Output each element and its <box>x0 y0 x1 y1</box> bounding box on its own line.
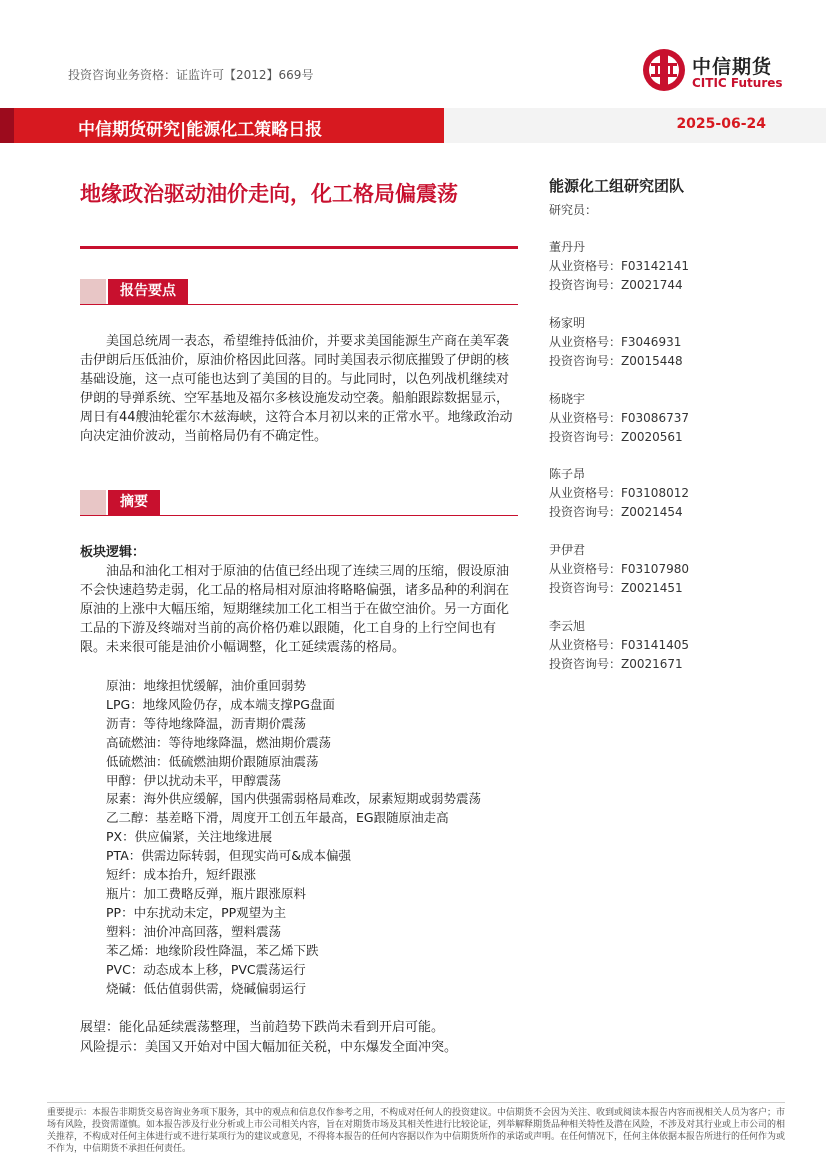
key-points-label: 报告要点 <box>108 279 188 304</box>
key-points-tag <box>80 279 210 304</box>
summary-tag <box>80 490 180 515</box>
list-item: 烧碱：低估值弱供需，烧碱偏弱运行 <box>106 980 307 996</box>
list-item: 乙二醇：基差略下滑，周度开工创五年最高，EG跟随原油走高 <box>106 810 449 826</box>
list-item: LPG：地缘风险仍存，成本端支撑PG盘面 <box>106 696 335 712</box>
analyst-practice-id: 从业资格号：F03086737 <box>549 411 689 425</box>
analyst-advisory-id: 投资咨询号：Z0021454 <box>549 505 683 519</box>
outlook-text: 展望：能化品延续震荡整理，当前趋势下跌尚未看到开启可能。 <box>80 1020 445 1035</box>
team-subtitle: 研究员： <box>549 203 598 217</box>
logo-text-en: CITIC Futures <box>692 76 783 90</box>
list-item: PP：中东扰动未定，PP观望为主 <box>106 904 287 920</box>
analyst-practice-id: 从业资格号：F03142141 <box>549 259 689 273</box>
analyst-card <box>549 314 749 371</box>
citic-logo-icon <box>640 46 688 94</box>
report-date: 2025-06-24 <box>676 116 766 132</box>
analyst-card <box>549 390 749 447</box>
list-item: 短纤：成本抬升，短纤跟涨 <box>106 867 257 883</box>
analyst-practice-id: 从业资格号：F3046931 <box>549 335 682 349</box>
team-title: 能源化工组研究团队 <box>549 177 685 195</box>
list-item: 苯乙烯：地缘阶段性降温，苯乙烯下跌 <box>106 942 319 958</box>
risk-text: 风险提示：美国又开始对中国大幅加征关税，中东爆发全面冲突。 <box>80 1040 458 1055</box>
logo-text-cn: 中信期货 <box>692 56 773 78</box>
analyst-advisory-id: 投资咨询号：Z0021744 <box>549 278 683 292</box>
analyst-card <box>549 238 749 295</box>
key-points-text: 美国总统周一表态，希望维持低油价，并要求美国能源生产商在美军袭击伊朗后压低油价，原油价格因此回落。同时美国表示彻底摧毁了伊朗的核基础设施，这一点可能也达到了美国的目的。与此同时，以色列战机继续对伊朗的导弹系统、空军基地及福尔多核设施发动空袭。船舶跟踪数据显示，周日有44艘油轮霍尔木兹海峡，这符合本月初以来的正常水平。地缘政治动向决定油价波动，当前格局仍有不确定性。 <box>80 334 513 444</box>
summary-label: 摘要 <box>108 490 160 515</box>
analyst-advisory-id: 投资咨询号：Z0020561 <box>549 430 683 444</box>
logic-text: 油品和油化工相对于原油的估值已经出现了连续三周的压缩，假设原油不会快速趋势走弱，化工品的格局相对原油将略略偏强，诸多品种的利润在原油的上涨中大幅压缩，短期继续加工化工相当于在做空油价。另一方面化工品的下游及终端对当前的高价格仍难以跟随，化工自身的上行空间也有限。未来很可能是油价小幅调整，化工延续震荡的格局。 <box>80 564 510 655</box>
key-points-rule <box>80 304 518 305</box>
analyst-advisory-id: 投资咨询号：Z0021671 <box>549 657 683 671</box>
list-item: 瓶片：加工费略反弹，瓶片跟涨原料 <box>106 885 307 901</box>
list-item: PTA：供需边际转弱，但现实尚可&成本偏强 <box>106 848 352 864</box>
logic-label: 板块逻辑： <box>80 545 146 560</box>
analyst-card <box>549 541 749 598</box>
analyst-card <box>549 465 749 522</box>
list-item: PX：供应偏紧，关注地缘进展 <box>106 829 273 845</box>
analyst-name: 李云旭 <box>549 619 586 633</box>
disclaimer-text: 重要提示：本报告非期货交易咨询业务项下服务，其中的观点和信息仅作参考之用，不构成对任何人的投资建议。中信期货不会因为关注、收到或阅读本报告内容而视相关人员为客户；市场有风险，投资需谨慎。如本报告涉及行业分析或上市公司相关内容，旨在对期货市场及其相关性进行比较论证，列举解释期货品种相关特性及潜在风险，不涉及对其行业或上市公司的相关推荐，不构成对任何主体进行或不进行某项行为的建议或意见，不得将本报告的任何内容据以作为中信期货所作的承诺或声明。在任何情况下，任何主体依据本报告所进行的任何作为或不作为，中信期货不承担任何责任。 <box>47 1108 786 1154</box>
report-banner <box>0 108 826 143</box>
analyst-name: 董丹丹 <box>549 240 586 254</box>
banner-light-block <box>444 108 826 143</box>
list-item: 尿素：海外供应缓解，国内供强需弱格局难改，尿素短期或弱势震荡 <box>106 791 482 807</box>
list-item: 原油：地缘担忧缓解，油价重回弱势 <box>106 678 307 693</box>
list-item: 甲醇：伊以扰动未平，甲醇震荡 <box>106 772 282 788</box>
banner-dark-block <box>0 108 14 143</box>
analyst-practice-id: 从业资格号：F03107980 <box>549 562 689 576</box>
analyst-name: 杨晓宇 <box>549 392 586 406</box>
list-item: 塑料：油价冲高回落，塑料震荡 <box>106 923 282 939</box>
headline: 地缘政治驱动油价走向，化工格局偏震荡 <box>80 182 458 206</box>
banner-title: 中信期货研究|能源化工策略日报 <box>78 120 323 140</box>
analyst-practice-id: 从业资格号：F03141405 <box>549 638 689 652</box>
analyst-name: 陈子昂 <box>549 467 586 481</box>
list-item: 高硫燃油：等待地缘降温，燃油期价震荡 <box>106 734 332 750</box>
list-item: PVC：动态成本上移，PVC震荡运行 <box>106 961 306 977</box>
license-text: 投资咨询业务资格：证监许可【2012】669号 <box>68 68 314 82</box>
analyst-advisory-id: 投资咨询号：Z0015448 <box>549 354 683 368</box>
list-item: 低硫燃油：低硫燃油期价跟随原油震荡 <box>106 753 319 769</box>
analyst-card <box>549 617 749 674</box>
analyst-name: 杨家明 <box>549 316 586 330</box>
commodity-list <box>106 677 526 998</box>
footer-rule <box>47 1102 785 1103</box>
analyst-advisory-id: 投资咨询号：Z0021451 <box>549 581 683 595</box>
headline-rule <box>80 246 518 249</box>
analyst-name: 尹伊君 <box>549 543 586 557</box>
analyst-practice-id: 从业资格号：F03108012 <box>549 486 689 500</box>
summary-rule <box>80 515 518 516</box>
list-item: 沥青：等待地缘降温，沥青期价震荡 <box>106 715 307 731</box>
